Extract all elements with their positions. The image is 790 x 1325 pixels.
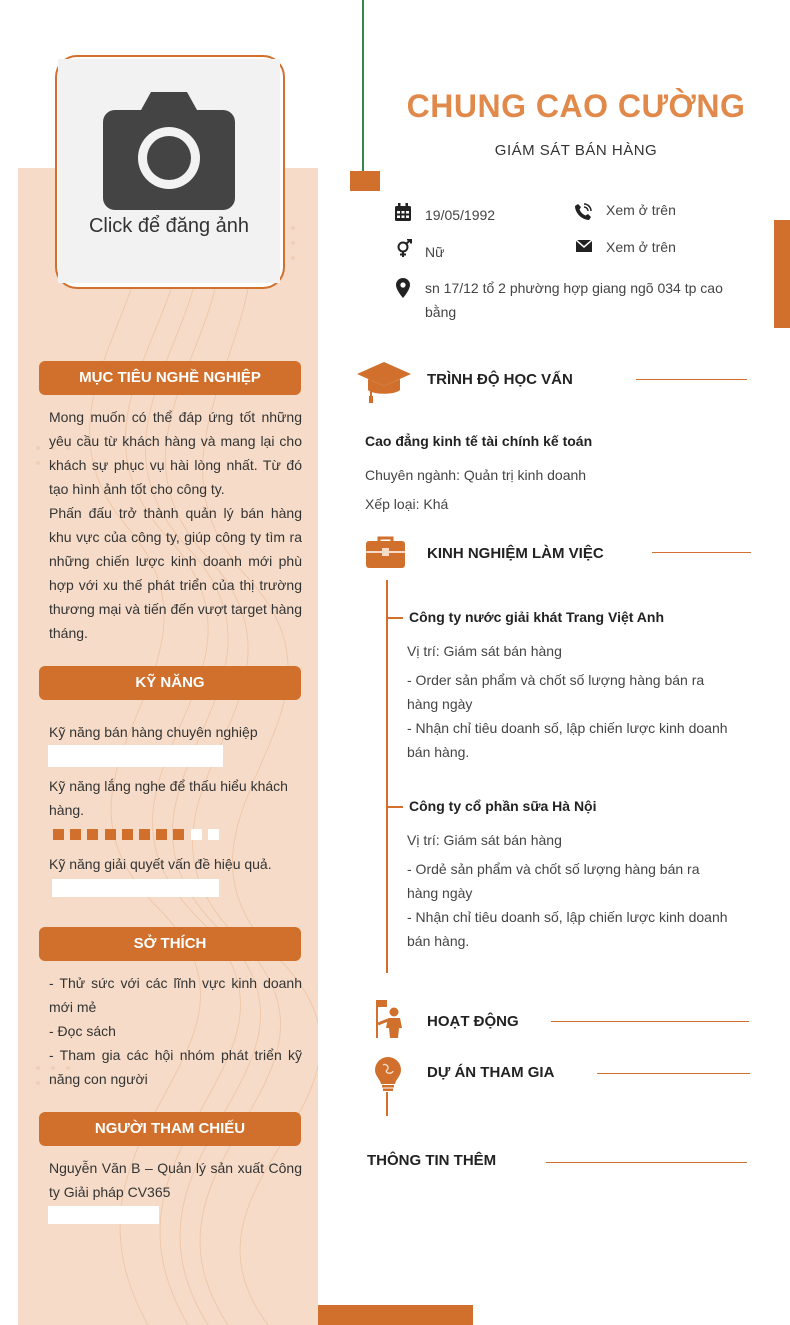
- projects-divider: [597, 1073, 750, 1074]
- skill-bar-3: [52, 879, 219, 897]
- photo-upload-label: Click để đăng ảnh: [88, 215, 250, 237]
- skill-rating-dot: [191, 829, 202, 840]
- skill-rating-dot: [156, 829, 167, 840]
- timeline-tick-1: [387, 617, 403, 619]
- references-bar: [48, 1206, 159, 1224]
- activity-flag-icon: [372, 998, 406, 1040]
- education-divider: [636, 379, 747, 380]
- skills-header: KỸ NĂNG: [39, 666, 301, 700]
- experience-title: KINH NGHIỆM LÀM VIỆC: [427, 545, 604, 562]
- hobbies-header: SỞ THÍCH: [39, 927, 301, 961]
- skill-rating-dot: [208, 829, 219, 840]
- lightbulb-brain-icon: [374, 1057, 402, 1091]
- job-details-1: [407, 639, 733, 764]
- objective-header: MỤC TIÊU NGHỀ NGHIỆP: [39, 361, 301, 395]
- job-position-1: Vị trí: Giám sát bán hàng: [407, 643, 562, 659]
- calendar-icon: [394, 203, 412, 222]
- activities-divider: [551, 1021, 749, 1022]
- education-title: TRÌNH ĐỘ HỌC VẤN: [427, 371, 573, 388]
- bottom-accent-bar: [318, 1305, 473, 1325]
- location-icon: [396, 278, 410, 298]
- job-duty-1b: - Nhận chỉ tiêu doanh số, lập chiến lược kinh doanh bán hàng.: [407, 720, 728, 760]
- birthday-text: 19/05/1992: [425, 207, 496, 223]
- more-info-title: THÔNG TIN THÊM: [367, 1152, 497, 1169]
- references-text: Nguyễn Văn B – Quản lý sản xuất Công ty Giải pháp CV365: [49, 1160, 302, 1200]
- hobby-item-2: - Đọc sách: [49, 1023, 116, 1039]
- job-company-1: Công ty nước giải khát Trang Việt Anh: [409, 609, 665, 625]
- job-duty-2b: - Nhận chỉ tiêu doanh số, lập chiến lược kinh doanh bán hàng.: [407, 909, 728, 949]
- skill-name-3: Kỹ năng giải quyết vấn đề hiệu quả.: [49, 856, 272, 872]
- experience-timeline: [386, 580, 388, 973]
- more-info-divider: [546, 1162, 747, 1163]
- education-major: Chuyên ngành: Quản trị kinh doanh: [365, 467, 587, 483]
- graduation-cap-icon: [357, 362, 411, 404]
- email-icon: [576, 240, 592, 252]
- references-header: NGƯỜI THAM CHIẾU: [39, 1112, 301, 1146]
- skill-rating-dot: [173, 829, 184, 840]
- accent-square: [350, 171, 380, 191]
- top-divider-line: [362, 0, 364, 172]
- photo-upload[interactable]: [58, 59, 280, 283]
- skill-rating-dot: [53, 829, 64, 840]
- education-school: Cao đẳng kinh tế tài chính kế toán: [365, 433, 593, 449]
- skill-name-2: Kỹ năng lắng nghe để thấu hiểu khách hàng.: [49, 778, 288, 818]
- experience-divider: [652, 552, 751, 553]
- projects-connector: [386, 1092, 388, 1116]
- camera-icon: [103, 92, 235, 210]
- candidate-name: CHUNG CAO CƯỜNG: [406, 88, 746, 124]
- objective-paragraph-2: Phấn đấu trở thành quản lý bán hàng khu vực của công ty, giúp công ty tìm ra những chiến lược kinh doanh mới phù hợp với xu thế phát triển của thị trường thương mại và tiến đến vượt target hàng tháng.: [49, 505, 302, 641]
- job-details-2: [407, 828, 733, 953]
- hobby-item-1: - Thử sức với các lĩnh vực kinh doanh mới mẻ: [49, 975, 302, 1015]
- briefcase-icon: [366, 536, 405, 568]
- skill-rating-dot: [105, 829, 116, 840]
- phone-icon: [574, 203, 592, 221]
- skill-bar-1: [48, 745, 223, 767]
- gender-icon: [395, 239, 413, 258]
- phone-text: Xem ở trên: [606, 202, 676, 218]
- hobbies-text: [49, 971, 302, 1091]
- education-grade: Xếp loại: Khá: [365, 496, 449, 512]
- email-text: Xem ở trên: [606, 239, 676, 255]
- address-text: sn 17/12 tổ 2 phường hợp giang ngõ 034 tp cao bằng: [425, 280, 723, 320]
- job-duty-1a: - Order sản phẩm và chốt số lượng hàng bán ra hàng ngày: [407, 672, 705, 712]
- timeline-tick-2: [387, 806, 403, 808]
- activities-title: HOẠT ĐỘNG: [427, 1013, 519, 1030]
- job-company-2: Công ty cổ phần sữa Hà Nội: [409, 798, 597, 814]
- objective-text: [49, 405, 302, 645]
- skill-rating-dot: [87, 829, 98, 840]
- right-accent-bar: [774, 220, 790, 328]
- candidate-title: GIÁM SÁT BÁN HÀNG: [494, 142, 658, 159]
- job-duty-2a: - Ordẻ sản phẩm và chốt số lượng hàng bán ra hàng ngày: [407, 861, 700, 901]
- job-position-2: Vị trí: Giám sát bán hàng: [407, 832, 562, 848]
- gender-text: Nữ: [425, 244, 445, 260]
- skill-rating-dot: [139, 829, 150, 840]
- skill-rating-dot: [122, 829, 133, 840]
- skill-rating-dot: [70, 829, 81, 840]
- skill-name-1: Kỹ năng bán hàng chuyên nghiệp: [49, 724, 258, 740]
- hobby-item-3: - Tham gia các hội nhóm phát triển kỹ năng con người: [49, 1047, 302, 1087]
- objective-paragraph-1: Mong muốn có thể đáp ứng tốt những yêu cầu từ khách hàng và mang lại cho khách sự phục vụ hài lòng nhất. Từ đó tạo hình ảnh tốt cho công ty.: [49, 409, 302, 497]
- projects-title: DỰ ÁN THAM GIA: [427, 1064, 555, 1081]
